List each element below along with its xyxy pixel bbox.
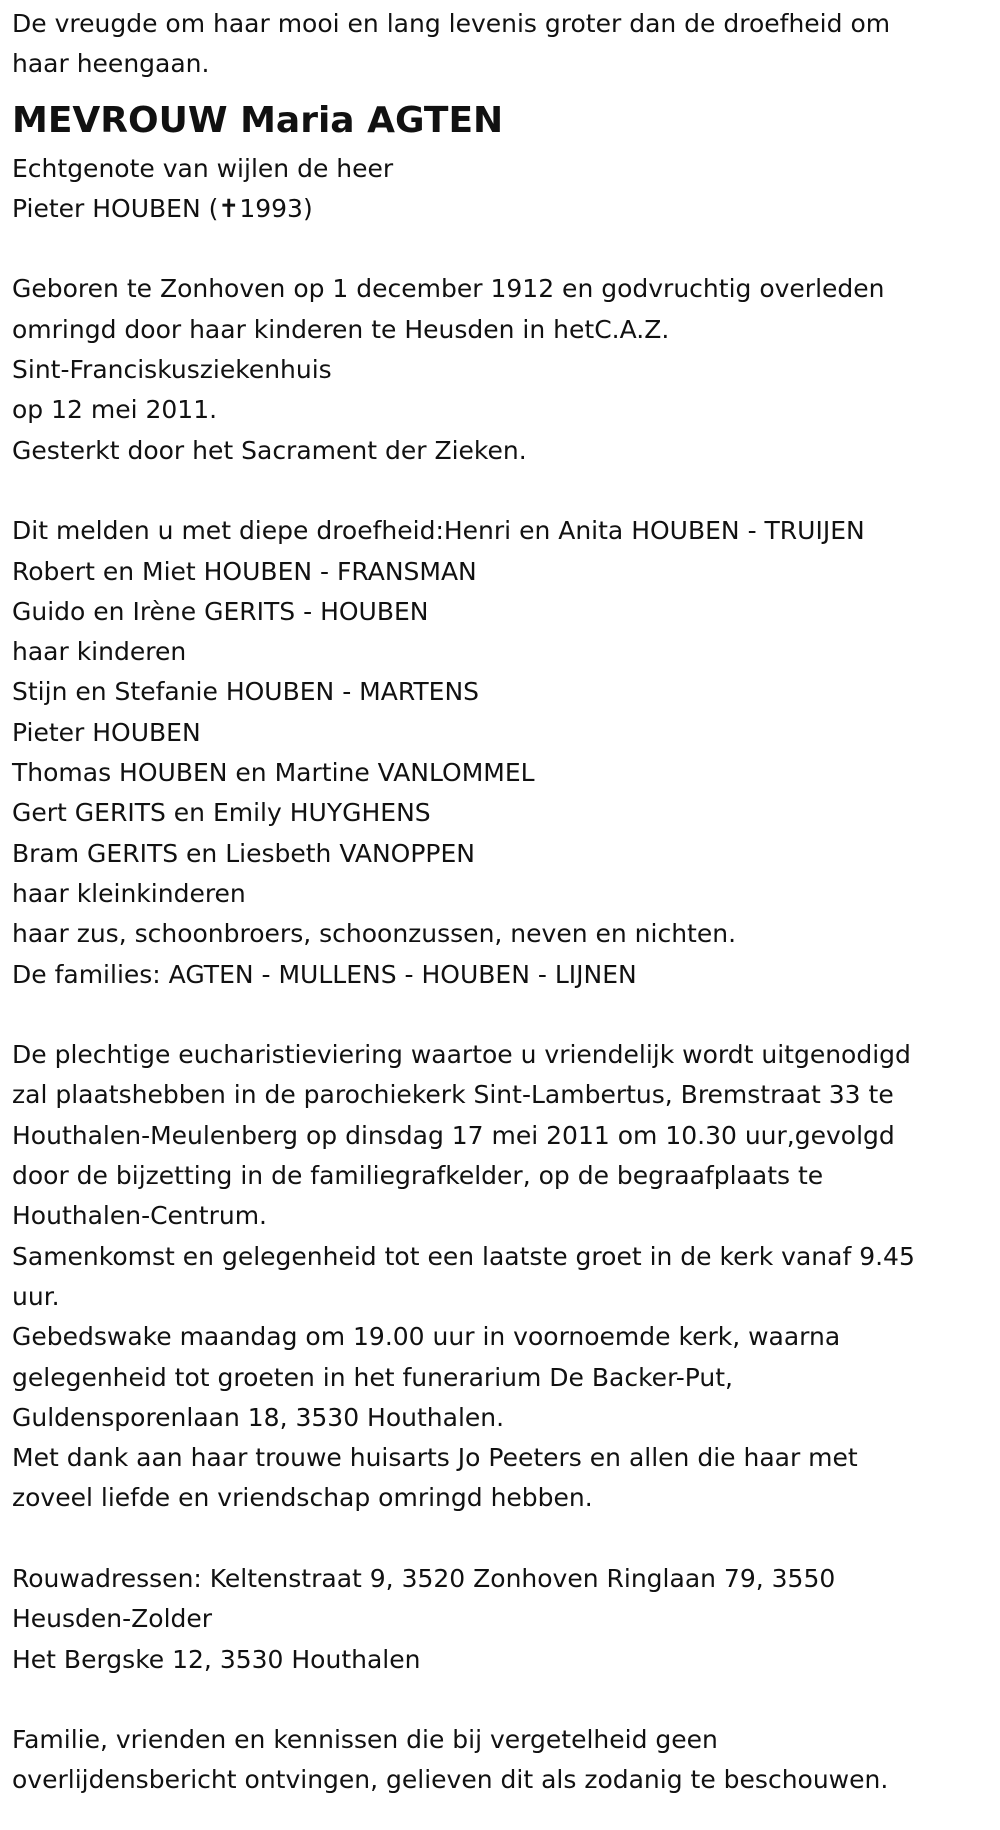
spacer xyxy=(12,471,988,511)
ceremony-line: Houthalen-Centrum. xyxy=(12,1201,268,1231)
family-line: Bram GERITS en Liesbeth VANOPPEN xyxy=(12,838,475,868)
family-line: haar zus, schoonbroers, schoonzussen, neven en nichten. xyxy=(12,919,737,949)
family-section xyxy=(12,511,988,995)
ceremony-line: gelegenheid tot groeten in het funerarium De Backer-Put, xyxy=(12,1362,733,1392)
deceased-name: MEVROUW Maria AGTEN xyxy=(12,99,504,141)
intro-section xyxy=(12,4,988,85)
address-line: Rouwadressen: Keltenstraat 9, 3520 Zonhoven Ringlaan 79, 3550 xyxy=(12,1563,836,1593)
closing-line: Familie, vrienden en kennissen die bij vergetelheid geen xyxy=(12,1725,718,1755)
family-line: Guido en Irène GERITS - HOUBEN xyxy=(12,596,429,626)
ceremony-line: Gebedswake maandag om 19.00 uur in voornoemde kerk, waarna xyxy=(12,1322,841,1352)
family-line: haar kinderen xyxy=(12,637,187,667)
birth-death-line: omringd door haar kinderen te Heusden in hetC.A.Z. xyxy=(12,314,670,344)
address-line: Het Bergske 12, 3530 Houthalen xyxy=(12,1644,421,1674)
ceremony-line: Guldensporenlaan 18, 3530 Houthalen. xyxy=(12,1402,505,1432)
birth-death-section xyxy=(12,269,988,470)
intro-line: haar heengaan. xyxy=(12,49,210,79)
intro-line: De vreugde om haar mooi en lang levenis groter dan de droefheid om xyxy=(12,9,891,38)
spacer xyxy=(12,229,988,269)
family-line: Robert en Miet HOUBEN - FRANSMAN xyxy=(12,556,477,586)
spacer xyxy=(12,1519,988,1559)
ceremony-line: zoveel liefde en vriendschap omringd hebben. xyxy=(12,1483,593,1513)
birth-death-line: Sint-Franciskusziekenhuis xyxy=(12,355,332,385)
addresses-section xyxy=(12,1559,988,1680)
spouse-line: Echtgenote van wijlen de heer xyxy=(12,153,394,183)
closing-line: overlijdensbericht ontvingen, gelieven dit als zodanig te beschouwen. xyxy=(12,1765,889,1795)
family-line: De families: AGTEN - MULLENS - HOUBEN - LIJNEN xyxy=(12,959,637,989)
ceremony-line: zal plaatshebben in de parochiekerk Sint-Lambertus, Bremstraat 33 te xyxy=(12,1080,894,1110)
ceremony-line: De plechtige eucharistieviering waartoe u vriendelijk wordt uitgenodigd xyxy=(12,1040,911,1070)
ceremony-line: Met dank aan haar trouwe huisarts Jo Peeters en allen die haar met xyxy=(12,1443,858,1473)
ceremony-line: Houthalen-Meulenberg op dinsdag 17 mei 2011 om 10.30 uur,gevolgd xyxy=(12,1120,895,1150)
ceremony-line: door de bijzetting in de familiegrafkelder, op de begraafplaats te xyxy=(12,1161,824,1191)
family-line: Gert GERITS en Emily HUYGHENS xyxy=(12,798,431,828)
spouse-section xyxy=(12,149,988,230)
spacer xyxy=(12,1680,988,1720)
birth-death-line: Geboren te Zonhoven op 1 december 1912 en godvruchtig overleden xyxy=(12,274,885,304)
ceremony-line: Samenkomst en gelegenheid tot een laatste groet in de kerk vanaf 9.45 xyxy=(12,1241,915,1271)
birth-death-line: op 12 mei 2011. xyxy=(12,395,218,425)
spouse-line: Pieter HOUBEN (✝1993) xyxy=(12,193,313,223)
spacer xyxy=(12,995,988,1035)
family-line: Pieter HOUBEN xyxy=(12,717,201,747)
ceremony-line: uur. xyxy=(12,1281,60,1311)
ceremony-section xyxy=(12,1035,988,1519)
family-line: haar kleinkinderen xyxy=(12,878,246,908)
family-line: Dit melden u met diepe droefheid:Henri en Anita HOUBEN - TRUIJEN xyxy=(12,516,865,546)
family-line: Stijn en Stefanie HOUBEN - MARTENS xyxy=(12,677,480,707)
family-line: Thomas HOUBEN en Martine VANLOMMEL xyxy=(12,758,535,788)
address-line: Heusden-Zolder xyxy=(12,1604,213,1634)
closing-section xyxy=(12,1720,988,1801)
birth-death-line: Gesterkt door het Sacrament der Zieken. xyxy=(12,435,527,465)
